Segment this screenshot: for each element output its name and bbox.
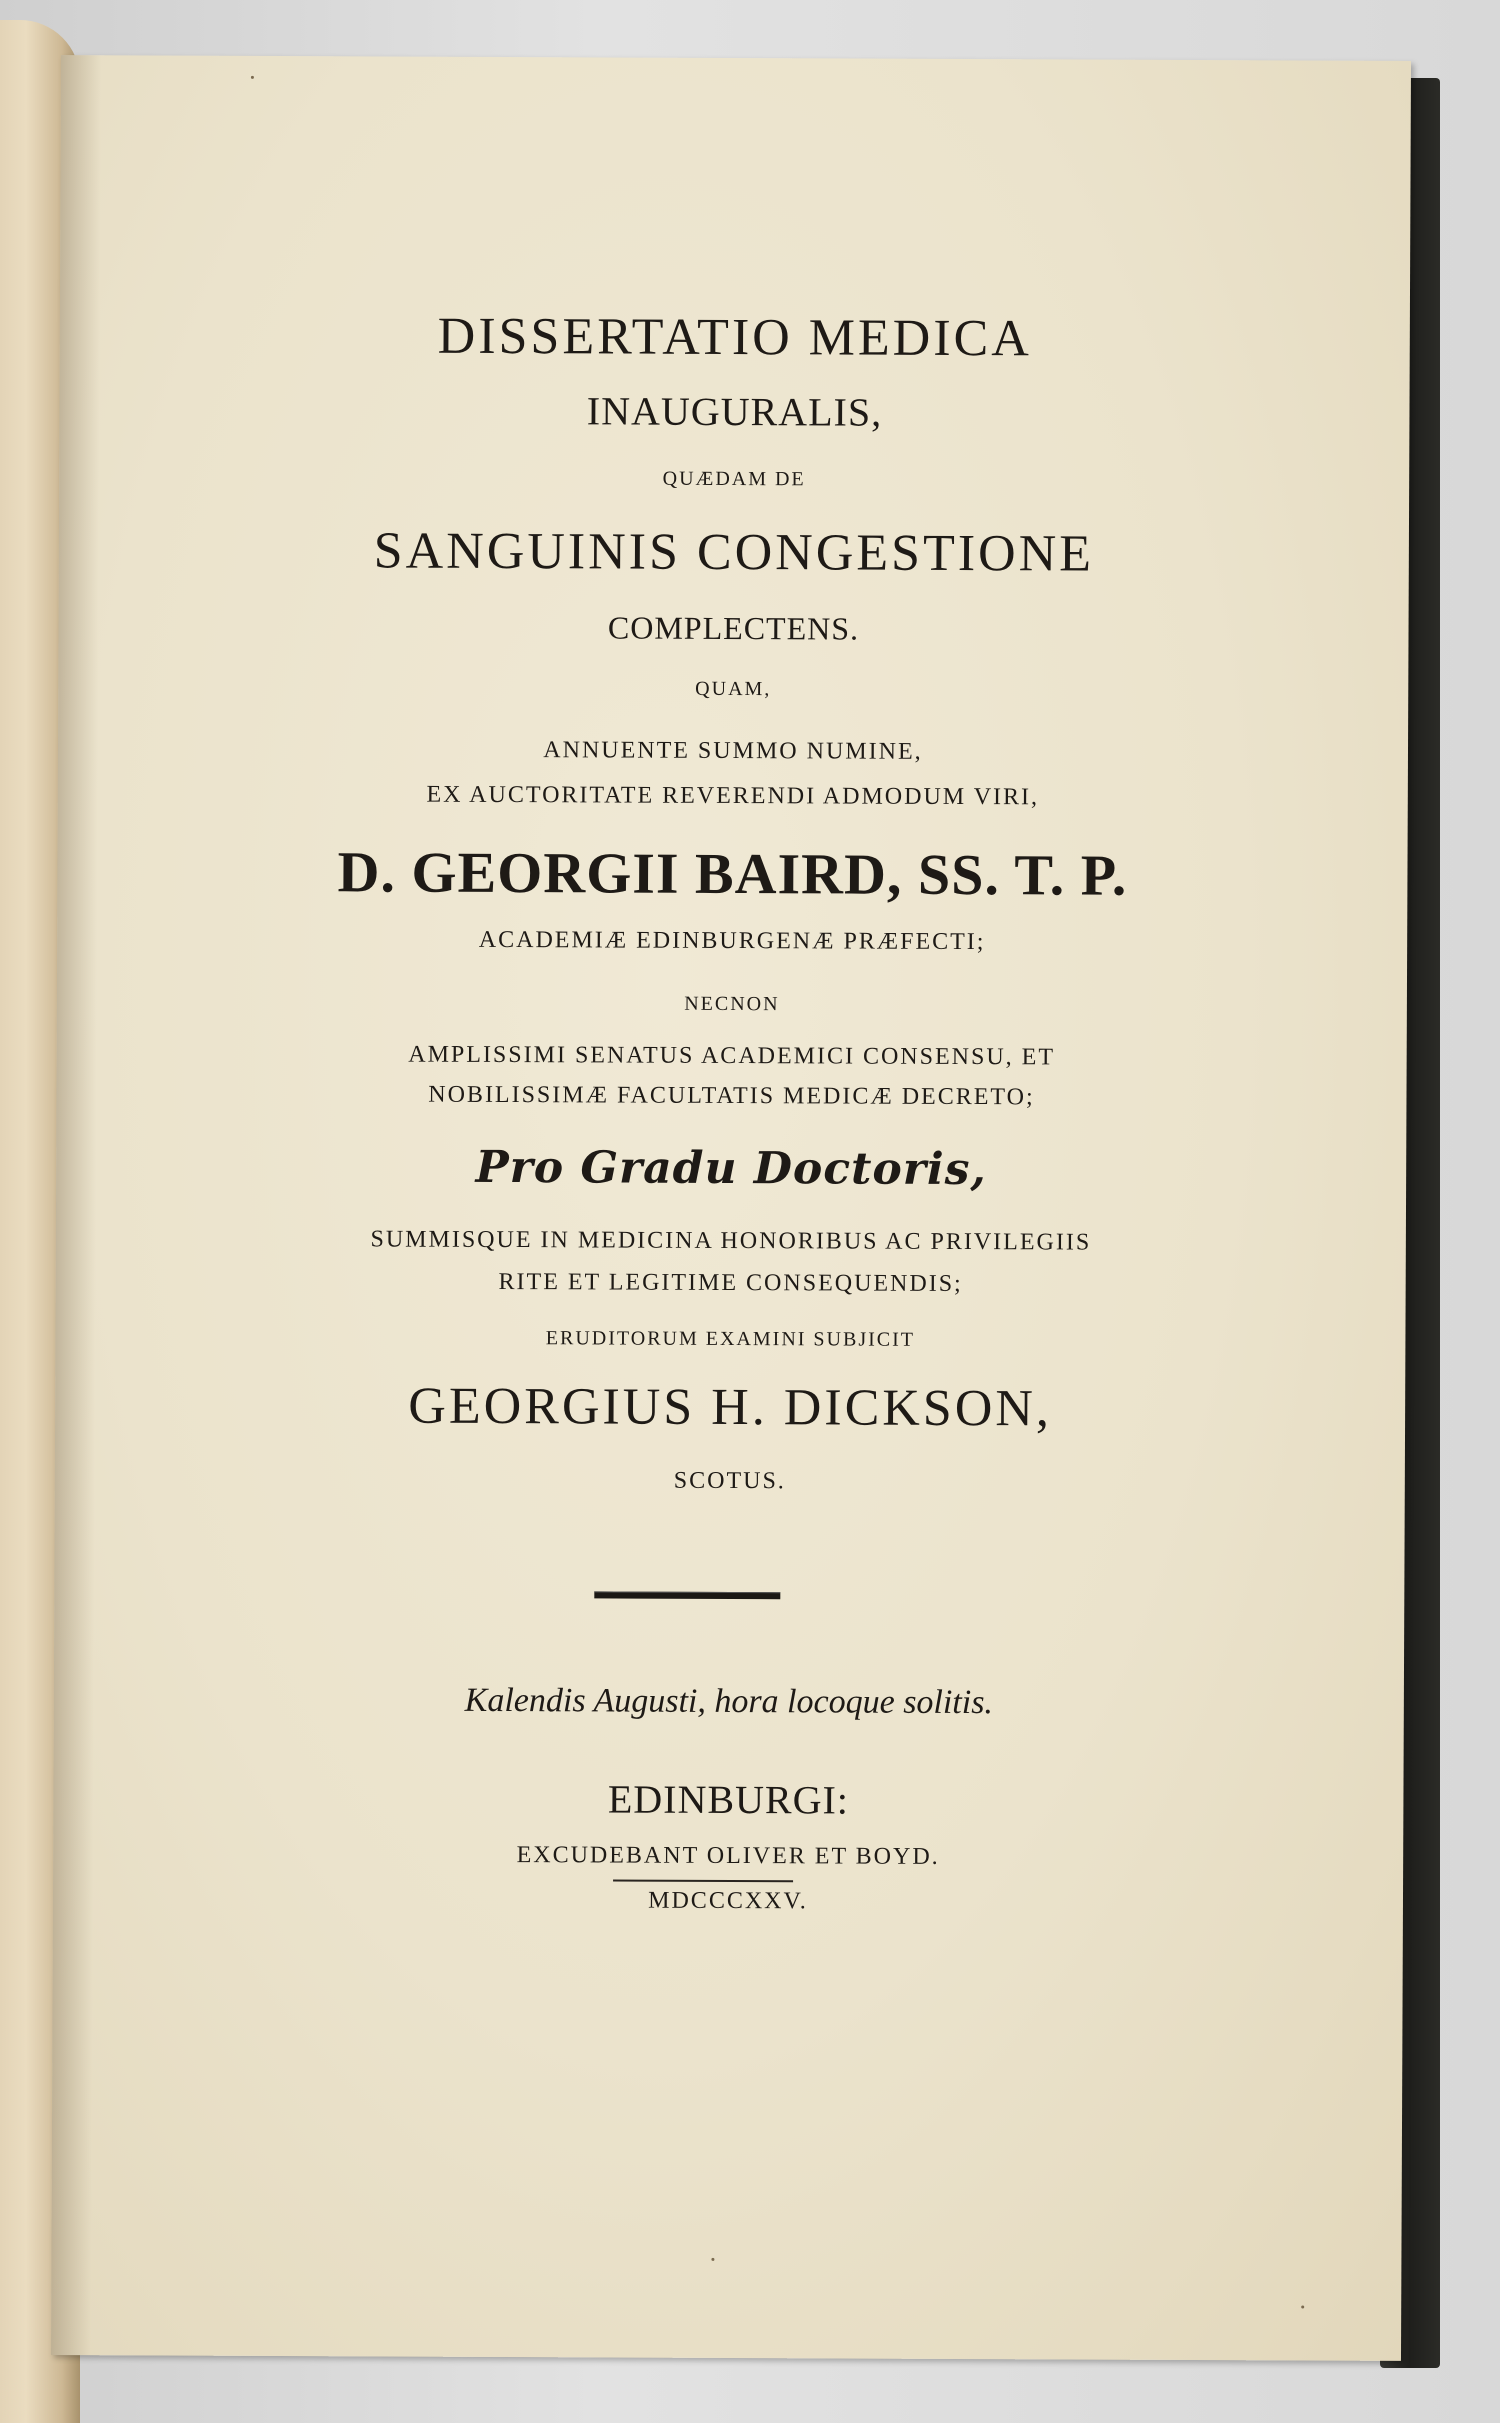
title-line-inauguralis: INAUGURALIS, [586, 388, 883, 435]
imprint-rule [613, 1879, 793, 1882]
title-line-dissertatio: DISSERTATIO MEDICA [437, 307, 1032, 368]
title-line-ex-auctoritate: EX AUCTORITATE REVERENDI ADMODUM VIRI, [426, 781, 1040, 811]
title-line-excudebant: EXCUDEBANT OLIVER ET BOYD. [516, 1842, 940, 1870]
title-page [51, 55, 1411, 2361]
title-line-necnon: NECNON [684, 992, 780, 1016]
title-line-amplissimi: AMPLISSIMI SENATUS ACADEMICI CONSENSU, ET [408, 1041, 1056, 1071]
title-line-academiae: ACADEMIÆ EDINBURGENÆ PRÆFECTI; [478, 926, 986, 956]
title-line-sanguinis: SANGUINIS CONGESTIONE [373, 522, 1095, 583]
title-line-quam: QUAM, [695, 677, 772, 701]
title-line-eruditorum: ERUDITORUM EXAMINI SUBJICIT [545, 1327, 916, 1351]
paper-speck [251, 76, 254, 79]
title-line-nobilissimae: NOBILISSIMÆ FACULTATIS MEDICÆ DECRETO; [428, 1081, 1035, 1111]
title-line-quaedam: QUÆDAM DE [662, 467, 806, 491]
title-line-dickson: GEORGIUS H. DICKSON, [408, 1377, 1053, 1438]
title-page-text [61, 55, 1411, 1915]
paper-speck [1301, 2305, 1304, 2308]
title-line-pro-gradu: Pro Gradu Doctoris, [475, 1141, 987, 1196]
title-line-baird: D. GEORGII BAIRD, SS. T. P. [337, 839, 1128, 908]
title-line-summisque: SUMMISQUE IN MEDICINA HONORIBUS AC PRIVILEGIIS [370, 1226, 1092, 1256]
title-line-kalendis: Kalendis Augusti, hora locoque solitis. [464, 1681, 994, 1722]
title-line-complectens: COMPLECTENS. [607, 609, 860, 647]
title-line-year: MDCCCXXV. [648, 1887, 808, 1915]
decorative-rule [594, 1591, 780, 1599]
title-line-edinburgi: EDINBURGI: [607, 1776, 850, 1823]
title-line-annuente: ANNUENTE SUMMO NUMINE, [543, 737, 923, 765]
title-line-scotus: SCOTUS. [673, 1467, 786, 1495]
paper-speck [711, 2258, 714, 2261]
title-line-rite: RITE ET LEGITIME CONSEQUENDIS; [498, 1268, 963, 1298]
